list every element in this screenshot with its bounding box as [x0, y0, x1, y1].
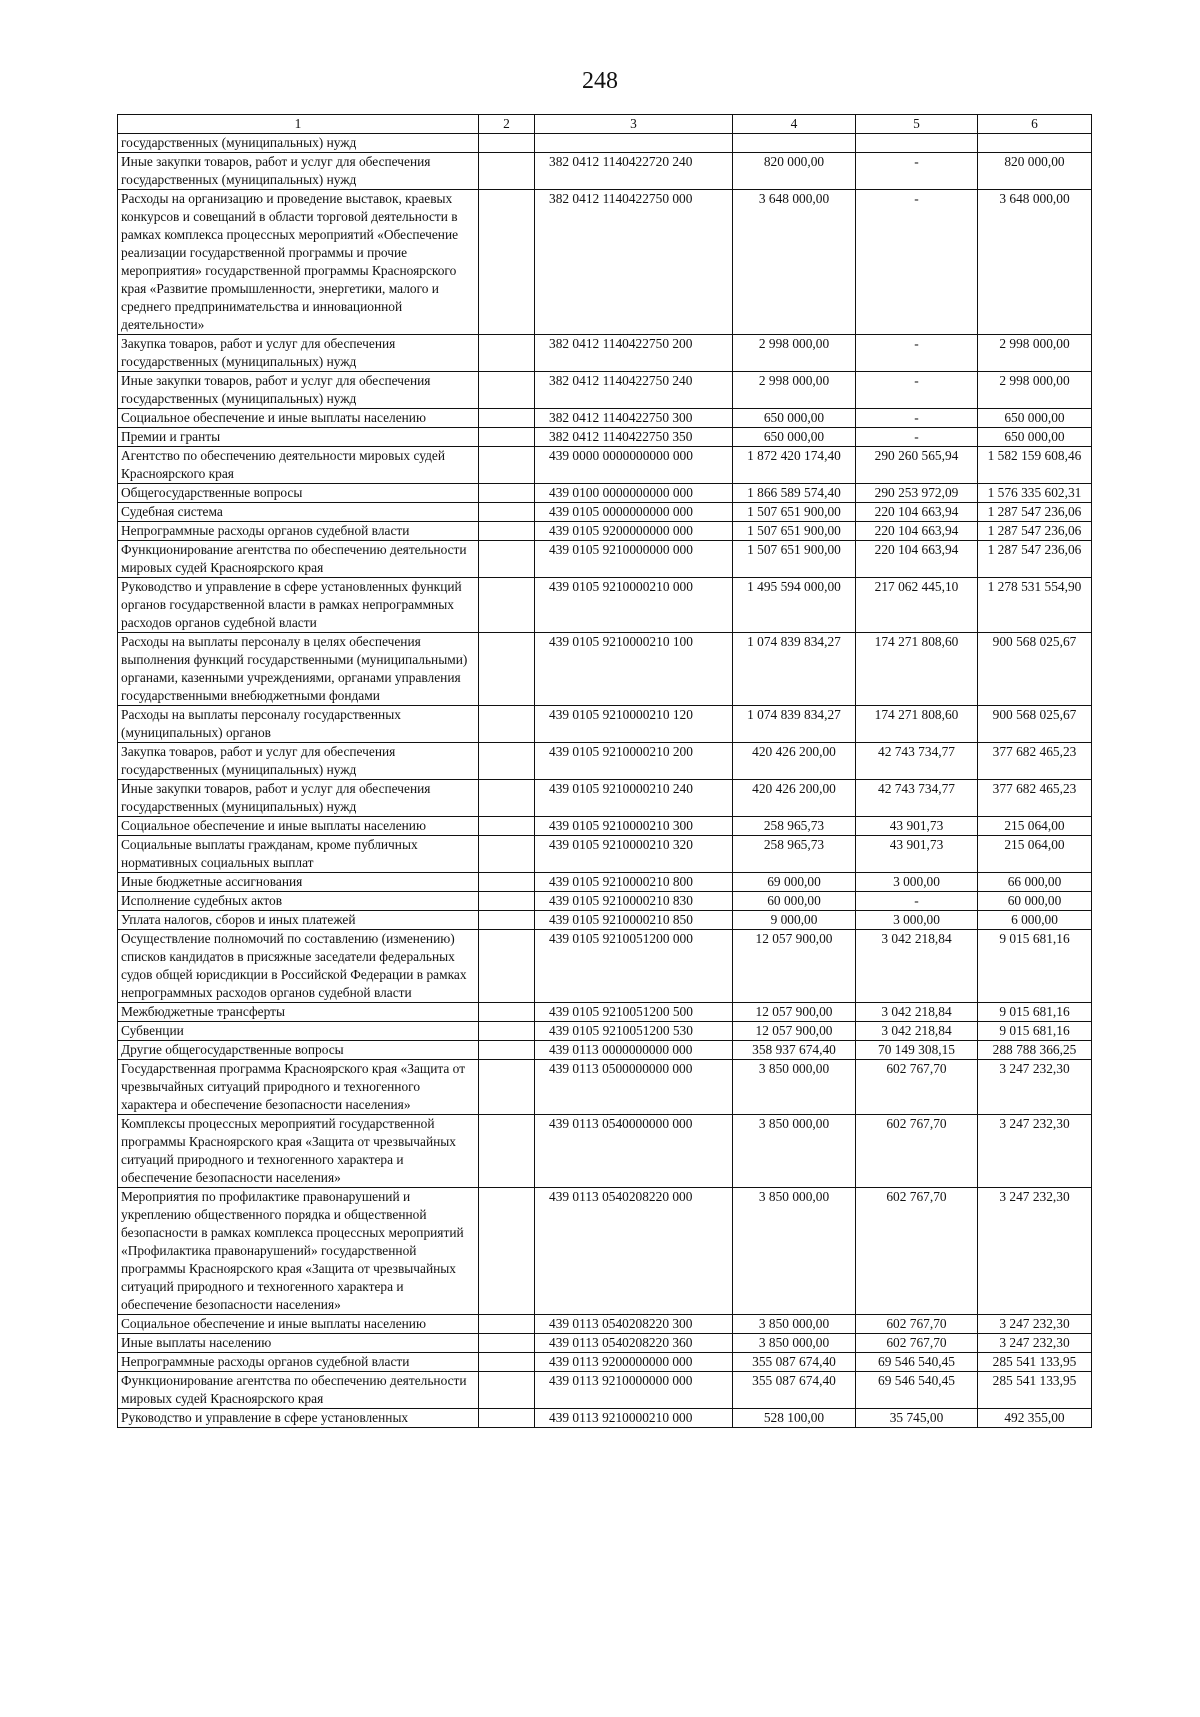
row-name: Социальные выплаты гражданам, кроме публичных нормативных социальных выплат: [118, 836, 479, 873]
table-row: [118, 706, 1092, 743]
row-col2: [479, 1188, 535, 1315]
table-row: [118, 817, 1092, 836]
row-value-6: 288 788 366,25: [978, 1041, 1092, 1060]
row-value-6: 285 541 133,95: [978, 1353, 1092, 1372]
row-name: Закупка товаров, работ и услуг для обеспечения государственных (муниципальных) нужд: [118, 743, 479, 780]
row-col2: [479, 1041, 535, 1060]
row-name: Расходы на организацию и проведение выставок, краевых конкурсов и совещаний в области торговой деятельности в рамках комплекса процессных мероприятий «Обеспечение реализации государственной программы и прочие мероприятия» государственной программы Красноярского края «Развитие промышленности, энергетики, малого и среднего предпринимательства и инновационной деятельности»: [118, 190, 479, 335]
row-value-5: 220 104 663,94: [856, 541, 978, 578]
row-value-4: 3 850 000,00: [733, 1334, 856, 1353]
row-value-5: 3 000,00: [856, 873, 978, 892]
row-code: 439 0105 9210000210 200: [535, 743, 733, 780]
row-value-6: 1 582 159 608,46: [978, 447, 1092, 484]
row-code: 439 0105 9210000210 320: [535, 836, 733, 873]
table-row: [118, 522, 1092, 541]
row-code: 439 0105 9200000000 000: [535, 522, 733, 541]
row-name: Осуществление полномочий по составлению (изменению) списков кандидатов в присяжные заседатели федеральных судов общей юрисдикции в Российской Федерации в рамках непрограммных расходов органов судебной власти: [118, 930, 479, 1003]
row-code: 439 0113 9210000000 000: [535, 1372, 733, 1409]
row-name: Другие общегосударственные вопросы: [118, 1041, 479, 1060]
row-value-4: 69 000,00: [733, 873, 856, 892]
row-col2: [479, 153, 535, 190]
row-value-5: 602 767,70: [856, 1315, 978, 1334]
row-name: Функционирование агентства по обеспечению деятельности мировых судей Красноярского края: [118, 1372, 479, 1409]
row-name: Премии и гранты: [118, 428, 479, 447]
table-row: [118, 1022, 1092, 1041]
row-value-4: 3 850 000,00: [733, 1188, 856, 1315]
row-value-4: 650 000,00: [733, 409, 856, 428]
row-code: 439 0113 9200000000 000: [535, 1353, 733, 1372]
row-code: 439 0000 0000000000 000: [535, 447, 733, 484]
table-row: [118, 134, 1092, 153]
row-col2: [479, 911, 535, 930]
table-row: [118, 1409, 1092, 1428]
row-value-4: 12 057 900,00: [733, 1022, 856, 1041]
row-value-5: 174 271 808,60: [856, 706, 978, 743]
table-row: [118, 780, 1092, 817]
row-value-6: 215 064,00: [978, 836, 1092, 873]
row-name: Общегосударственные вопросы: [118, 484, 479, 503]
row-name: Закупка товаров, работ и услуг для обеспечения государственных (муниципальных) нужд: [118, 335, 479, 372]
row-value-6: 9 015 681,16: [978, 1003, 1092, 1022]
row-value-6: 66 000,00: [978, 873, 1092, 892]
row-value-5: 69 546 540,45: [856, 1353, 978, 1372]
row-code: 382 0412 1140422750 200: [535, 335, 733, 372]
row-name: Социальное обеспечение и иные выплаты населению: [118, 409, 479, 428]
header-cell: 3: [535, 115, 733, 134]
row-code: 382 0412 1140422750 350: [535, 428, 733, 447]
table-row: [118, 743, 1092, 780]
row-value-5: 290 253 972,09: [856, 484, 978, 503]
row-value-6: 3 247 232,30: [978, 1060, 1092, 1115]
row-value-6: 1 287 547 236,06: [978, 541, 1092, 578]
table-row: [118, 190, 1092, 335]
row-name: Мероприятия по профилактике правонарушений и укреплению общественного порядка и общественной безопасности в рамках комплекса процессных мероприятий «Профилактика правонарушений» государственной программы Красноярского края «Защита от чрезвычайных ситуаций природного и техногенного характера и обеспечение безопасности населения»: [118, 1188, 479, 1315]
table-row: [118, 578, 1092, 633]
row-col2: [479, 817, 535, 836]
row-value-6: 1 278 531 554,90: [978, 578, 1092, 633]
row-value-6: 900 568 025,67: [978, 706, 1092, 743]
row-value-6: 1 576 335 602,31: [978, 484, 1092, 503]
row-col2: [479, 1115, 535, 1188]
row-col2: [479, 578, 535, 633]
row-value-4: 12 057 900,00: [733, 1003, 856, 1022]
table-row: [118, 1372, 1092, 1409]
row-value-5: 42 743 734,77: [856, 743, 978, 780]
row-value-6: 3 648 000,00: [978, 190, 1092, 335]
row-value-5: -: [856, 335, 978, 372]
row-name: Социальное обеспечение и иные выплаты населению: [118, 817, 479, 836]
row-value-4: 3 850 000,00: [733, 1115, 856, 1188]
table-row: [118, 911, 1092, 930]
row-code: 439 0100 0000000000 000: [535, 484, 733, 503]
row-code: 439 0105 9210000210 120: [535, 706, 733, 743]
row-value-5: 602 767,70: [856, 1188, 978, 1315]
row-code: 439 0113 0540208220 000: [535, 1188, 733, 1315]
row-value-6: 3 247 232,30: [978, 1188, 1092, 1315]
row-code: 439 0113 0540208220 360: [535, 1334, 733, 1353]
row-value-5: 3 000,00: [856, 911, 978, 930]
row-code: 439 0105 9210000210 830: [535, 892, 733, 911]
table-row: [118, 633, 1092, 706]
header-cell: 5: [856, 115, 978, 134]
row-value-5: 3 042 218,84: [856, 1022, 978, 1041]
row-value-6: 3 247 232,30: [978, 1315, 1092, 1334]
row-code: 439 0105 9210000210 240: [535, 780, 733, 817]
row-value-4: 1 495 594 000,00: [733, 578, 856, 633]
row-value-6: 650 000,00: [978, 428, 1092, 447]
row-col2: [479, 633, 535, 706]
row-name: Иные закупки товаров, работ и услуг для обеспечения государственных (муниципальных) нужд: [118, 372, 479, 409]
row-value-4: 1 074 839 834,27: [733, 706, 856, 743]
row-code: 382 0412 1140422750 300: [535, 409, 733, 428]
row-name: Уплата налогов, сборов и иных платежей: [118, 911, 479, 930]
row-value-5: -: [856, 428, 978, 447]
header-cell: 1: [118, 115, 479, 134]
row-value-5: 43 901,73: [856, 817, 978, 836]
row-value-4: 3 850 000,00: [733, 1315, 856, 1334]
row-name: Государственная программа Красноярского края «Защита от чрезвычайных ситуаций природного и техногенного характера и обеспечение безопасности населения»: [118, 1060, 479, 1115]
row-col2: [479, 428, 535, 447]
table-row: [118, 503, 1092, 522]
row-value-4: 1 507 651 900,00: [733, 522, 856, 541]
row-value-6: 9 015 681,16: [978, 930, 1092, 1003]
row-value-5: -: [856, 892, 978, 911]
row-col2: [479, 409, 535, 428]
row-value-6: 1 287 547 236,06: [978, 522, 1092, 541]
row-name: Межбюджетные трансферты: [118, 1003, 479, 1022]
row-value-4: 820 000,00: [733, 153, 856, 190]
row-code: 439 0105 9210051200 000: [535, 930, 733, 1003]
table-row: [118, 484, 1092, 503]
budget-table: [117, 114, 1092, 1428]
row-value-4: 2 998 000,00: [733, 372, 856, 409]
row-code: 439 0105 9210051200 500: [535, 1003, 733, 1022]
row-code: 439 0113 9210000210 000: [535, 1409, 733, 1428]
row-value-6: 60 000,00: [978, 892, 1092, 911]
table-row: [118, 1060, 1092, 1115]
table-row: [118, 428, 1092, 447]
row-value-5: 602 767,70: [856, 1334, 978, 1353]
row-code: 439 0113 0000000000 000: [535, 1041, 733, 1060]
row-value-6: 3 247 232,30: [978, 1115, 1092, 1188]
row-name: Субвенции: [118, 1022, 479, 1041]
row-code: 439 0105 9210000210 000: [535, 578, 733, 633]
row-code: 439 0105 9210000210 800: [535, 873, 733, 892]
row-value-4: 3 648 000,00: [733, 190, 856, 335]
row-value-4: 1 074 839 834,27: [733, 633, 856, 706]
row-value-5: 70 149 308,15: [856, 1041, 978, 1060]
row-col2: [479, 372, 535, 409]
row-value-5: -: [856, 190, 978, 335]
row-value-4: 355 087 674,40: [733, 1353, 856, 1372]
row-name: Комплексы процессных мероприятий государственной программы Красноярского края «Защита от чрезвычайных ситуаций природного и техногенного характера и обеспечение безопасности населения»: [118, 1115, 479, 1188]
row-value-4: 1 507 651 900,00: [733, 503, 856, 522]
row-name: Социальное обеспечение и иные выплаты населению: [118, 1315, 479, 1334]
row-value-4: 1 507 651 900,00: [733, 541, 856, 578]
row-value-6: 377 682 465,23: [978, 743, 1092, 780]
table-row: [118, 1315, 1092, 1334]
header-row: [118, 115, 1092, 134]
row-value-4: 420 426 200,00: [733, 743, 856, 780]
table-row: [118, 930, 1092, 1003]
header-cell: 4: [733, 115, 856, 134]
row-value-5: 3 042 218,84: [856, 1003, 978, 1022]
row-name: Иные закупки товаров, работ и услуг для обеспечения государственных (муниципальных) нужд: [118, 153, 479, 190]
row-value-5: 602 767,70: [856, 1060, 978, 1115]
table-row: [118, 372, 1092, 409]
table-row: [118, 447, 1092, 484]
row-value-5: 43 901,73: [856, 836, 978, 873]
row-name: Иные закупки товаров, работ и услуг для обеспечения государственных (муниципальных) нужд: [118, 780, 479, 817]
row-value-5: 602 767,70: [856, 1115, 978, 1188]
table-row: [118, 153, 1092, 190]
row-name: Иные бюджетные ассигнования: [118, 873, 479, 892]
row-value-6: 1 287 547 236,06: [978, 503, 1092, 522]
row-value-6: 9 015 681,16: [978, 1022, 1092, 1041]
row-value-4: 9 000,00: [733, 911, 856, 930]
row-name: Иные выплаты населению: [118, 1334, 479, 1353]
table-row: [118, 1334, 1092, 1353]
row-name: Агентство по обеспечению деятельности мировых судей Красноярского края: [118, 447, 479, 484]
row-code: 439 0105 0000000000 000: [535, 503, 733, 522]
row-col2: [479, 503, 535, 522]
row-col2: [479, 1060, 535, 1115]
row-value-4: [733, 134, 856, 153]
row-col2: [479, 1372, 535, 1409]
row-value-4: 12 057 900,00: [733, 930, 856, 1003]
table-row: [118, 873, 1092, 892]
row-value-4: 3 850 000,00: [733, 1060, 856, 1115]
table-row: [118, 892, 1092, 911]
row-code: 382 0412 1140422750 000: [535, 190, 733, 335]
row-value-4: 1 866 589 574,40: [733, 484, 856, 503]
row-col2: [479, 743, 535, 780]
row-col2: [479, 484, 535, 503]
row-code: 439 0105 9210000210 850: [535, 911, 733, 930]
table-row: [118, 1041, 1092, 1060]
row-value-5: [856, 134, 978, 153]
table-row: [118, 1188, 1092, 1315]
row-code: 439 0113 0540208220 300: [535, 1315, 733, 1334]
row-col2: [479, 335, 535, 372]
header-cell: 6: [978, 115, 1092, 134]
row-col2: [479, 780, 535, 817]
row-value-4: 258 965,73: [733, 836, 856, 873]
row-value-4: 1 872 420 174,40: [733, 447, 856, 484]
row-col2: [479, 1315, 535, 1334]
table-row: [118, 409, 1092, 428]
row-value-5: 220 104 663,94: [856, 522, 978, 541]
row-col2: [479, 892, 535, 911]
row-value-4: 258 965,73: [733, 817, 856, 836]
row-name: Расходы на выплаты персоналу в целях обеспечения выполнения функций государственными (муниципальными) органами, казенными учреждениями, органами управления государственными внебюджетными фондами: [118, 633, 479, 706]
row-value-5: -: [856, 372, 978, 409]
row-col2: [479, 1003, 535, 1022]
row-value-4: 358 937 674,40: [733, 1041, 856, 1060]
row-value-6: 215 064,00: [978, 817, 1092, 836]
row-value-6: 377 682 465,23: [978, 780, 1092, 817]
row-name: Непрограммные расходы органов судебной власти: [118, 522, 479, 541]
row-value-6: 2 998 000,00: [978, 335, 1092, 372]
row-value-5: 69 546 540,45: [856, 1372, 978, 1409]
row-code: 439 0105 9210000210 100: [535, 633, 733, 706]
row-name: Судебная система: [118, 503, 479, 522]
row-code: 382 0412 1140422750 240: [535, 372, 733, 409]
row-name: Руководство и управление в сфере установленных: [118, 1409, 479, 1428]
row-col2: [479, 930, 535, 1003]
row-value-4: 2 998 000,00: [733, 335, 856, 372]
row-value-6: 3 247 232,30: [978, 1334, 1092, 1353]
row-col2: [479, 1334, 535, 1353]
row-col2: [479, 706, 535, 743]
row-name: Расходы на выплаты персоналу государственных (муниципальных) органов: [118, 706, 479, 743]
row-value-5: 42 743 734,77: [856, 780, 978, 817]
row-code: 439 0105 9210051200 530: [535, 1022, 733, 1041]
row-name: Исполнение судебных актов: [118, 892, 479, 911]
row-col2: [479, 522, 535, 541]
table-row: [118, 1003, 1092, 1022]
row-value-5: 174 271 808,60: [856, 633, 978, 706]
row-code: 439 0105 9210000000 000: [535, 541, 733, 578]
row-value-6: [978, 134, 1092, 153]
row-name: Функционирование агентства по обеспечению деятельности мировых судей Красноярского края: [118, 541, 479, 578]
row-value-6: 2 998 000,00: [978, 372, 1092, 409]
table-row: [118, 335, 1092, 372]
row-value-4: 355 087 674,40: [733, 1372, 856, 1409]
row-value-6: 285 541 133,95: [978, 1372, 1092, 1409]
row-code: 382 0412 1140422720 240: [535, 153, 733, 190]
row-value-4: 420 426 200,00: [733, 780, 856, 817]
row-value-5: -: [856, 153, 978, 190]
header-cell: 2: [479, 115, 535, 134]
row-col2: [479, 190, 535, 335]
row-col2: [479, 541, 535, 578]
table-row: [118, 1353, 1092, 1372]
table-row: [118, 541, 1092, 578]
table-row: [118, 1115, 1092, 1188]
row-col2: [479, 1409, 535, 1428]
row-name: Непрограммные расходы органов судебной власти: [118, 1353, 479, 1372]
row-code: 439 0113 0500000000 000: [535, 1060, 733, 1115]
row-value-5: 290 260 565,94: [856, 447, 978, 484]
row-code: 439 0113 0540000000 000: [535, 1115, 733, 1188]
row-col2: [479, 1353, 535, 1372]
page-number: 248: [582, 68, 618, 94]
row-code: [535, 134, 733, 153]
row-col2: [479, 447, 535, 484]
row-value-6: 820 000,00: [978, 153, 1092, 190]
row-name: Руководство и управление в сфере установленных функций органов государственной власти в рамках непрограммных расходов органов судебной власти: [118, 578, 479, 633]
row-value-6: 492 355,00: [978, 1409, 1092, 1428]
row-value-4: 650 000,00: [733, 428, 856, 447]
row-col2: [479, 873, 535, 892]
row-code: 439 0105 9210000210 300: [535, 817, 733, 836]
row-value-6: 6 000,00: [978, 911, 1092, 930]
row-col2: [479, 134, 535, 153]
row-name: государственных (муниципальных) нужд: [118, 134, 479, 153]
row-value-4: 60 000,00: [733, 892, 856, 911]
row-col2: [479, 836, 535, 873]
table-row: [118, 836, 1092, 873]
row-value-5: 220 104 663,94: [856, 503, 978, 522]
row-value-5: 3 042 218,84: [856, 930, 978, 1003]
row-value-6: 650 000,00: [978, 409, 1092, 428]
row-value-5: 217 062 445,10: [856, 578, 978, 633]
row-value-5: -: [856, 409, 978, 428]
row-col2: [479, 1022, 535, 1041]
row-value-6: 900 568 025,67: [978, 633, 1092, 706]
row-value-4: 528 100,00: [733, 1409, 856, 1428]
row-value-5: 35 745,00: [856, 1409, 978, 1428]
